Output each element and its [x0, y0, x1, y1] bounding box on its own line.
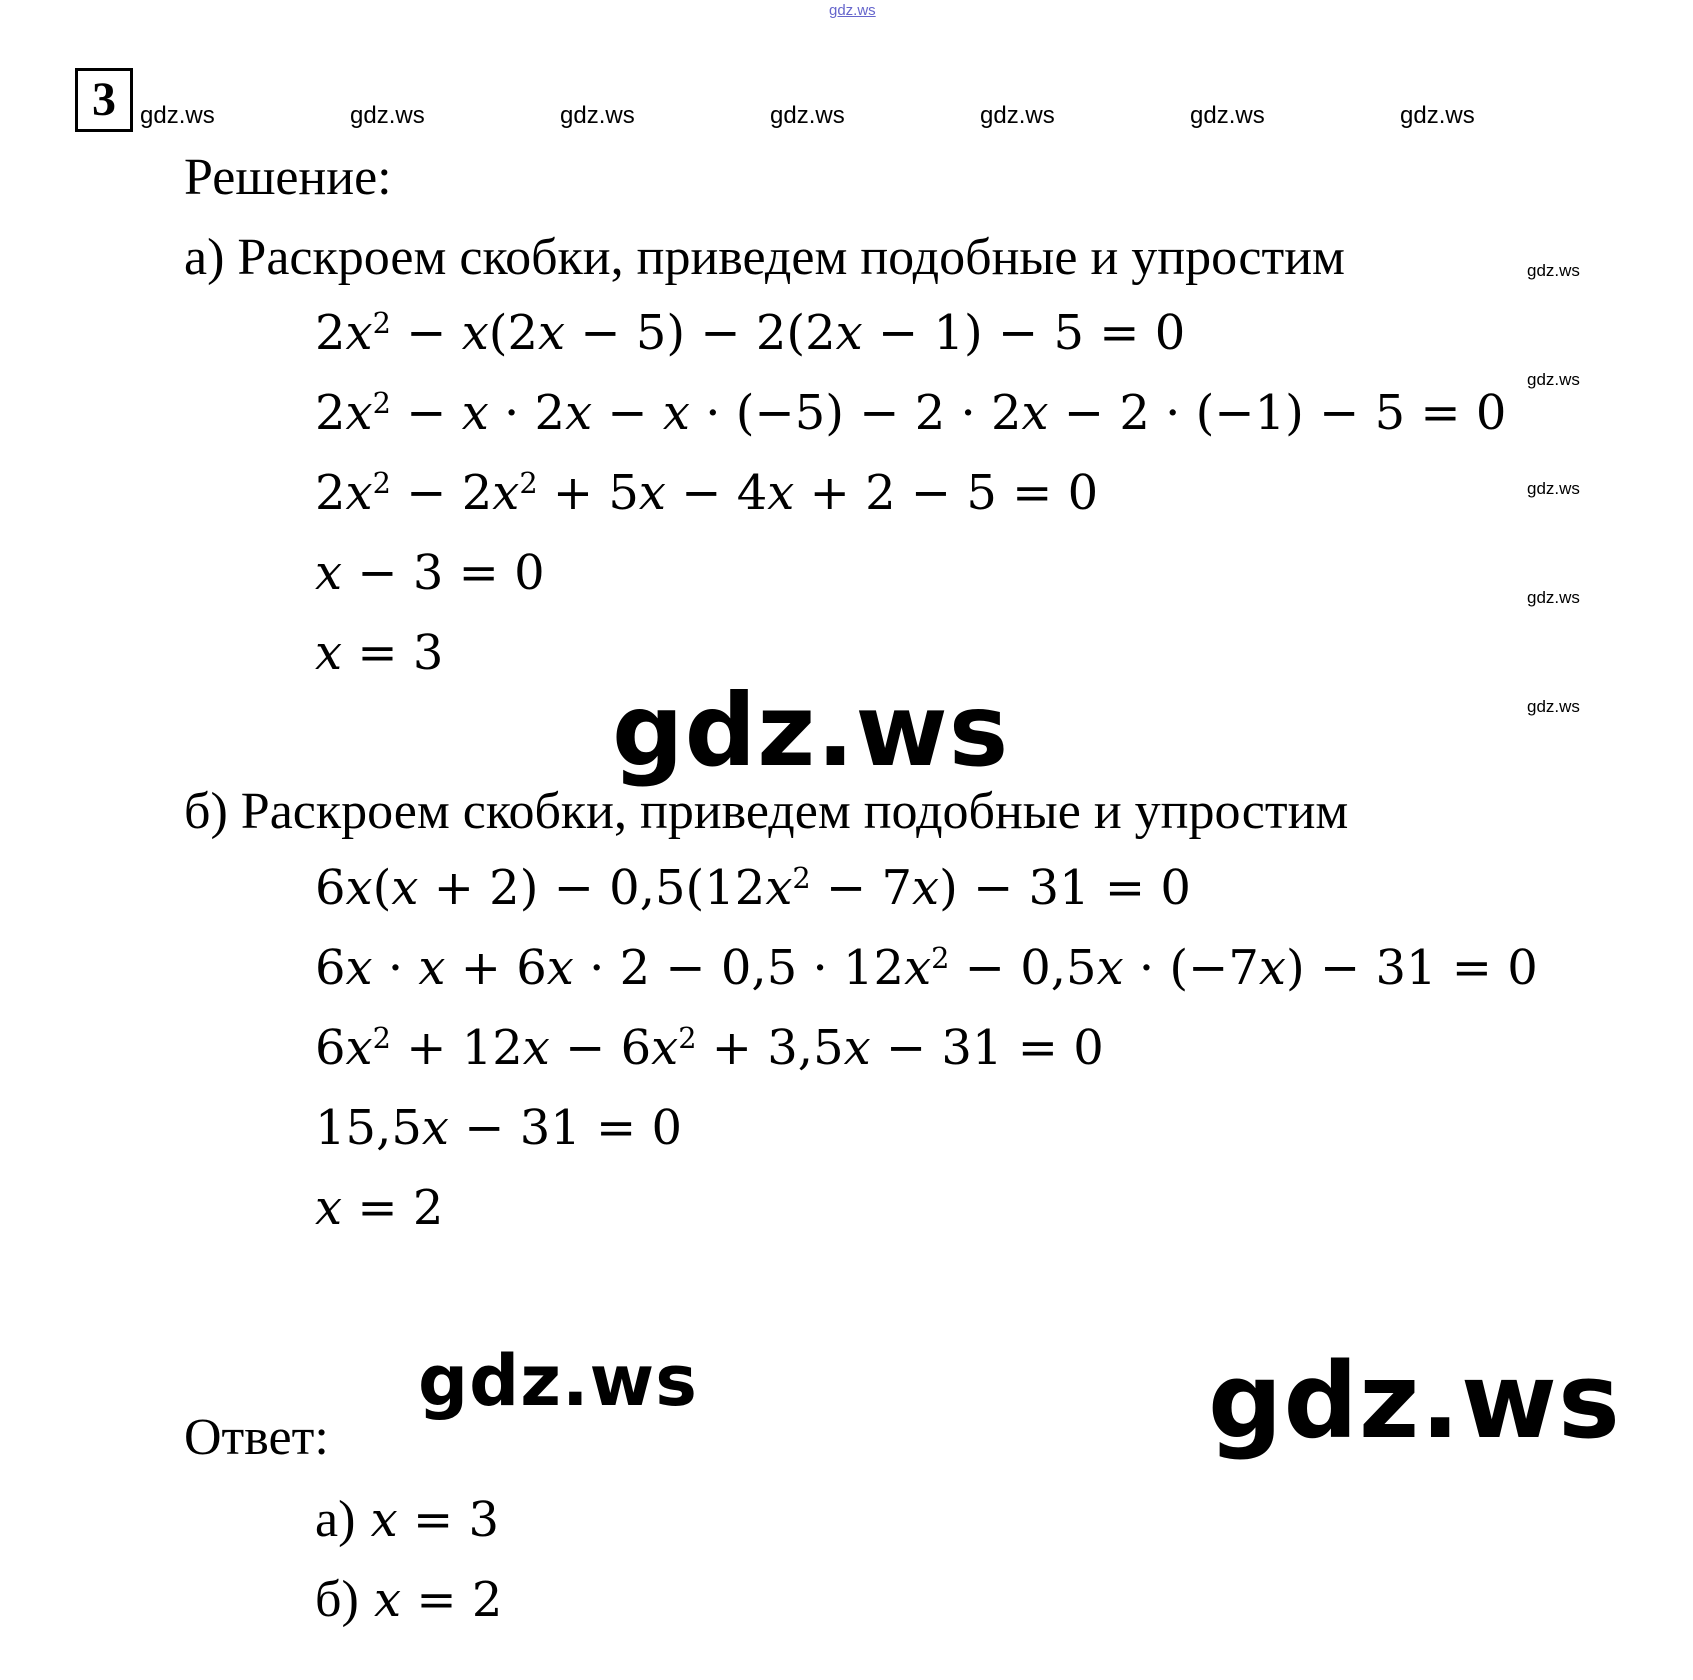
part-a-step-2: $2x^2 - x \cdot 2x - x \cdot (-5) - 2 \cdot 2x - 2 \cdot (-1) - 5 = 0$	[315, 385, 1507, 441]
watermark: gdz.ws	[1190, 102, 1265, 129]
part-b-heading: б) Раскроем скобки, приведем подобные и упростим	[184, 783, 1349, 840]
watermark: gdz.ws	[350, 102, 425, 129]
part-a-heading: а) Раскроем скобки, приведем подобные и упростим	[184, 229, 1345, 286]
part-b-step-4: 15,5x − 31 = 0	[315, 1100, 683, 1156]
watermark: gdz.ws	[1527, 479, 1580, 498]
watermark: gdz.ws	[140, 102, 215, 129]
part-b-result: x = 2	[315, 1180, 444, 1236]
answer-a: а) x = 3	[315, 1491, 500, 1548]
answer-b: б) x = 2	[315, 1571, 503, 1628]
part-a-step-1: $2x^2 - x(2x - 5) - 2(2x - 1) - 5 = 0$	[315, 305, 1186, 361]
answer-a-label: а)	[315, 1491, 356, 1548]
watermark-large: gdz.ws	[418, 1340, 698, 1422]
solution-title: Решение:	[184, 149, 392, 206]
part-b-step-3: $6x^2 + 12x - 6x^2 + 3,5x - 31 = 0$	[315, 1020, 1104, 1076]
answer-title: Ответ:	[184, 1409, 329, 1466]
watermark: gdz.ws	[1527, 697, 1580, 716]
answer-b-label: б)	[315, 1571, 359, 1628]
watermark: gdz.ws	[1527, 588, 1580, 607]
watermark: gdz.ws	[1527, 370, 1580, 389]
part-a-step-4: x − 3 = 0	[315, 545, 545, 601]
part-a-step-3: $2x^2 - 2x^2 + 5x - 4x + 2 - 5 = 0$	[315, 465, 1099, 521]
watermark: gdz.ws	[770, 102, 845, 129]
watermark: gdz.ws	[1527, 261, 1580, 280]
task-number-box: 3	[75, 68, 133, 132]
watermark: gdz.ws	[1400, 102, 1475, 129]
part-b-step-1: $6x(x + 2) - 0,5(12x^2 - 7x) - 31 = 0$	[315, 860, 1191, 916]
part-a-result: x = 3	[315, 625, 444, 681]
watermark-large: gdz.ws	[1208, 1340, 1621, 1462]
watermark: gdz.ws	[560, 102, 635, 129]
watermark-large: gdz.ws	[612, 672, 1010, 789]
part-b-step-2: $6x \cdot x + 6x \cdot 2 - 0,5 \cdot 12x^2 - 0,5x \cdot (-7x) - 31 = 0$	[315, 940, 1538, 996]
watermark: gdz.ws	[980, 102, 1055, 129]
top-link[interactable]: gdz.ws	[829, 2, 876, 19]
